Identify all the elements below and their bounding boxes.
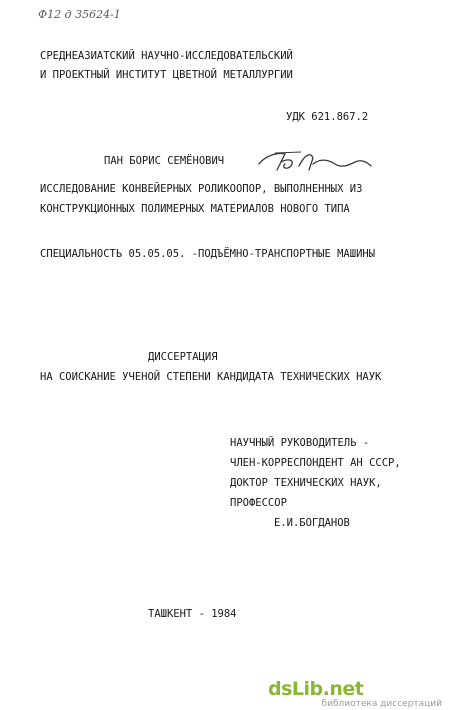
author-signature bbox=[255, 146, 375, 176]
watermark-caption: библиотека диссертаций bbox=[321, 699, 442, 709]
watermark-logo: dsLib.net bbox=[268, 678, 364, 700]
place-and-year: ТАШКЕНТ - 1984 bbox=[148, 608, 237, 620]
institute-line-1: СРЕДНЕАЗИАТСКИЙ НАУЧНО-ИССЛЕДОВАТЕЛЬСКИЙ bbox=[40, 50, 293, 62]
specialty-line: СПЕЦИАЛЬНОСТЬ 05.05.05. -ПОДЪЁМНО-ТРАНСПОРТНЫЕ МАШИНЫ bbox=[40, 248, 376, 260]
degree-line: НА СОИСКАНИЕ УЧЕНОЙ СТЕПЕНИ КАНДИДАТА ТЕХНИЧЕСКИХ НАУК bbox=[40, 371, 382, 383]
supervisor-name: Е.И.БОГДАНОВ bbox=[274, 517, 350, 529]
thesis-title-line-2: КОНСТРУКЦИОННЫХ ПОЛИМЕРНЫХ МАТЕРИАЛОВ НОВОГО ТИПА bbox=[40, 203, 350, 215]
supervisor-line-3: ДОКТОР ТЕХНИЧЕСКИХ НАУК, bbox=[230, 477, 382, 489]
supervisor-line-4: ПРОФЕССОР bbox=[230, 497, 287, 509]
udc-code: УДК 621.867.2 bbox=[286, 111, 369, 123]
author-name: ПАН БОРИС СЕМЁНОВИЧ bbox=[104, 155, 225, 167]
watermark bbox=[268, 678, 444, 708]
dissertation-heading: ДИССЕРТАЦИЯ bbox=[148, 351, 218, 363]
supervisor-line-2: ЧЛЕН-КОРРЕСПОНДЕНТ АН СССР, bbox=[230, 457, 401, 469]
handwritten-catalog-note: Ф12 д 35624-1 bbox=[38, 8, 121, 21]
supervisor-line-1: НАУЧНЫЙ РУКОВОДИТЕЛЬ - bbox=[230, 437, 370, 449]
thesis-title-line-1: ИССЛЕДОВАНИЕ КОНВЕЙЕРНЫХ РОЛИКООПОР, ВЫПОЛНЕННЫХ ИЗ bbox=[40, 183, 363, 195]
institute-line-2: И ПРОЕКТНЫЙ ИНСТИТУТ ЦВЕТНОЙ МЕТАЛЛУРГИИ bbox=[40, 69, 293, 81]
